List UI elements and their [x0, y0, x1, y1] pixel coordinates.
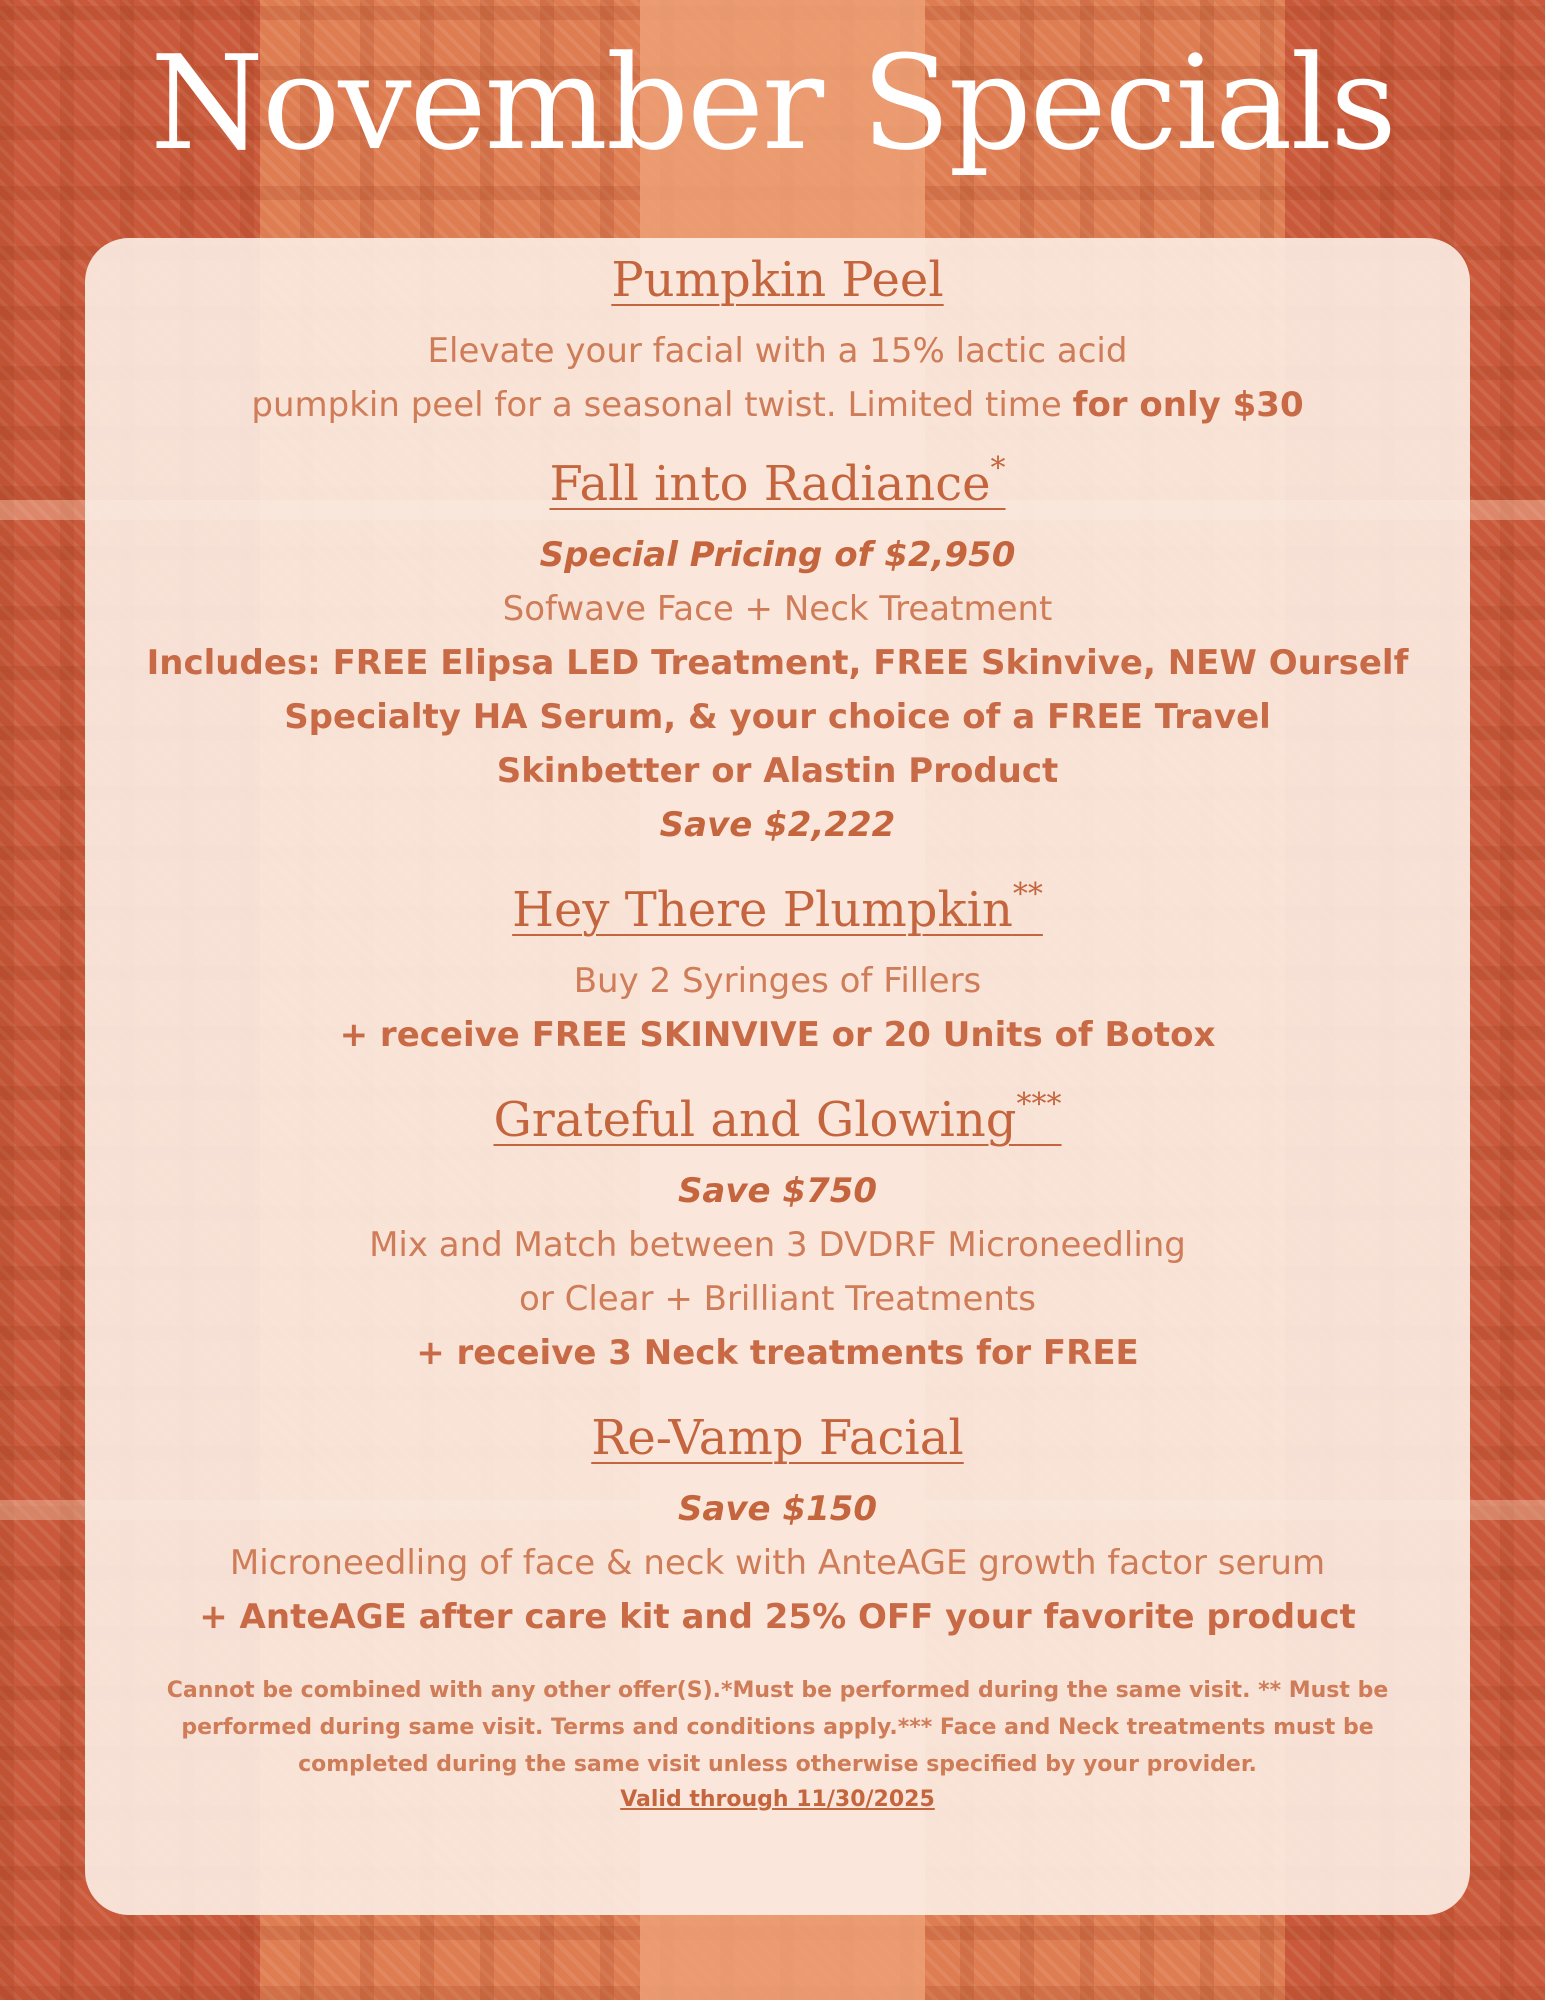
section-title-superscript: ***: [1016, 1087, 1062, 1122]
special-hey-there-plumpkin: [85, 877, 1470, 1062]
special-fall-into-radiance: [85, 451, 1470, 852]
description-line: [85, 378, 1470, 432]
description-text: pumpkin peel for a seasonal twist. Limited time: [251, 385, 1073, 425]
disclaimer: [85, 1672, 1470, 1817]
section-title: [85, 451, 1470, 514]
description-line: Buy 2 Syringes of Fillers: [573, 961, 982, 1001]
section-title-text: Fall into Radiance: [549, 456, 991, 512]
save-line: Save $2,222: [659, 805, 896, 845]
section-title-superscript: **: [1012, 877, 1043, 912]
treatment-line: Sofwave Face + Neck Treatment: [502, 589, 1053, 629]
description-line: Elevate your facial with a 15% lactic acid: [427, 331, 1128, 371]
includes-line: Includes: FREE Elipsa LED Treatment, FREE Skinvive, NEW Ourself: [146, 643, 1409, 683]
description-line: Mix and Match between 3 DVDRF Microneedling: [369, 1225, 1186, 1265]
section-title-text: Re-Vamp Facial: [591, 1410, 964, 1466]
disclaimer-line: performed during same visit. Terms and conditions apply.*** Face and Neck treatments must be: [181, 1715, 1374, 1740]
includes-line: Specialty HA Serum, & your choice of a FREE Travel: [284, 697, 1271, 737]
section-title: [85, 1408, 1470, 1468]
disclaimer-line: completed during the same visit unless otherwise specified by your provider.: [298, 1752, 1257, 1777]
section-title: [85, 1087, 1470, 1150]
special-pumpkin-peel: [85, 250, 1470, 432]
section-title-text: Pumpkin Peel: [611, 252, 944, 308]
offer-line: + receive FREE SKINVIVE or 20 Units of Botox: [339, 1015, 1216, 1055]
description-line: or Clear + Brilliant Treatments: [519, 1279, 1036, 1319]
section-title-text: Grateful and Glowing: [493, 1092, 1017, 1148]
save-line: Save $150: [677, 1489, 878, 1529]
section-title: [85, 877, 1470, 940]
special-re-vamp-facial: [85, 1408, 1470, 1644]
valid-through: Valid through 11/30/2025: [620, 1787, 935, 1812]
price-text: for only $30: [1072, 385, 1304, 425]
section-title-text: Hey There Plumpkin: [512, 882, 1013, 938]
disclaimer-line: Cannot be combined with any other offer(S).*Must be performed during the same visit. ** Must be: [166, 1678, 1389, 1703]
page-title: November Specials: [150, 27, 1395, 179]
special-grateful-and-glowing: [85, 1087, 1470, 1380]
section-title-superscript: *: [990, 451, 1006, 486]
offer-line: + AnteAGE after care kit and 25% OFF your favorite product: [199, 1597, 1356, 1637]
pricing-line: Special Pricing of $2,950: [539, 535, 1016, 575]
section-title: [85, 250, 1470, 310]
offer-line: + receive 3 Neck treatments for FREE: [416, 1333, 1139, 1373]
includes-line: Skinbetter or Alastin Product: [496, 751, 1059, 791]
description-line: Microneedling of face & neck with AnteAGE growth factor serum: [229, 1543, 1326, 1583]
specials-card: [85, 238, 1470, 1915]
save-line: Save $750: [677, 1171, 878, 1211]
